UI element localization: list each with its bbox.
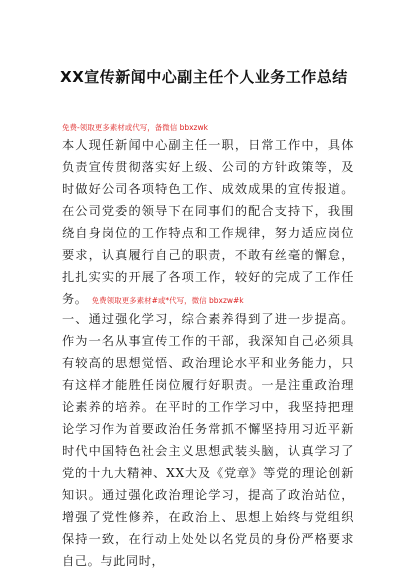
paragraph-intro — [62, 134, 354, 312]
promo-note-inline: 免费领取更多素材#或*代写，微信 bbxzw#k — [91, 296, 244, 305]
document-title: XX宣传新闻中心副主任个人业务工作总结 — [60, 68, 348, 86]
promo-note-top: 免费-领取更多素材或代写，备微信 bbxzwk — [62, 123, 208, 132]
paragraph-intro-text: 本人现任新闻中心副主任一职，日常工作中，具体负责宣传贯彻落实好上级、公司的方针政策等，及时做好公司各项特色工作、成效成果的宣传报道。在公司党委的领导下在同事们的配合支持下，我围绕自身岗位的工作特点和工作规律，努力适应岗位要求，认真履行自己的职责，不敢有丝毫的懈怠，扎扎实实的开展了各项工作，较好的完成了工作任务。 — [62, 138, 354, 306]
paragraph-section-one: 一、通过强化学习，综合素养得到了进一步提高。作为一名从事宣传工作的干部，我深知自己必须具有较高的思想觉悟、政治理论水平和业务能力，只有这样才能胜任岗位履行好职责。一是注重政治理论素养的培养。在平时的工作学习中，我坚持把理论学习作为首要政治任务常抓不懈坚持用习近平新时代中国特色社会主义思想武装头脑，认真学习了党的十九大精神、XX大及《党章》等党的理论创新知识。通过强化政治理论学习，提高了政治站位，增强了党性修养，在政治上、思想上始终与党组织保持一致，在行动上处处以名党员的身份严格要求自己。与此同时， — [62, 312, 354, 568]
